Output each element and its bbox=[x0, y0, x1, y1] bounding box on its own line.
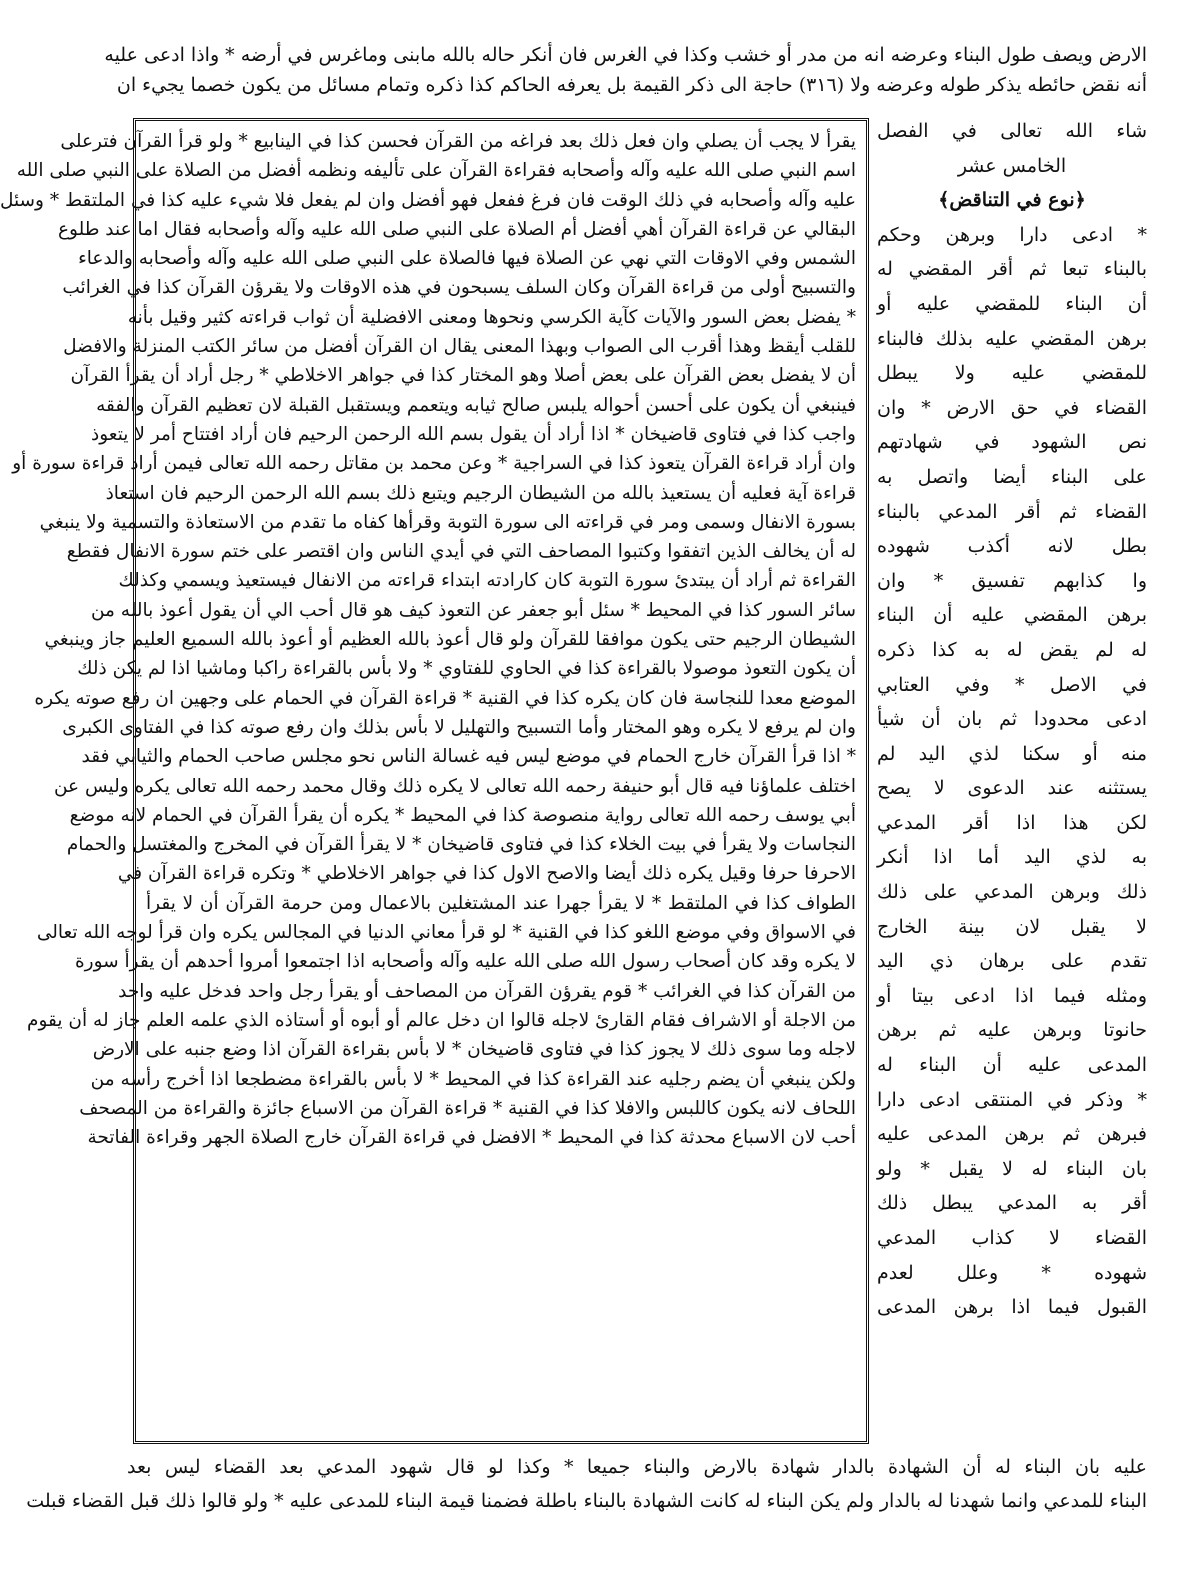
commentary-line: في الاسواق وفي موضع اللغو كذا في القنية * لو قرأ معاني الدنيا في المجالس يكره وان قرأ لوجه الله تعالى bbox=[36, 922, 856, 944]
margin-line: في الاصل * وفي العتابي bbox=[877, 673, 1147, 696]
header-line-2: أنه نقض حائطه يذكر طوله وعرضه ولا (٣١٦) حاجة الى ذكر القيمة بل يعرفه الحاكم كذا ذكره وتمام مسائل من يكون خصما يجيء ان bbox=[116, 74, 1147, 96]
margin-intro-line: الخامس عشر bbox=[957, 154, 1067, 177]
commentary-line: وان أراد قراءة القرآن يتعوذ كذا في السراجية * وعن محمد بن مقاتل رحمه الله تعالى فيمن أراد قراءة سورة أو bbox=[12, 453, 856, 475]
margin-line: برهن المقضي عليه أن البناء bbox=[877, 604, 1147, 627]
margin-line: القضاء لا كذاب المدعي bbox=[877, 1227, 1147, 1249]
commentary-line: * اذا قرأ القرآن خارج الحمام في موضع ليس فيه غسالة الناس نحو مجلس صاحب الحمام والثيابي فقد bbox=[81, 746, 856, 768]
commentary-line: قراءة آية فعليه أن يستعيذ بالله من الشيطان الرجيم ويتبع ذلك بسم الله الرحمن الرحيم فان استعاذ bbox=[105, 482, 856, 504]
commentary-line bbox=[146, 1211, 856, 1240]
header-line-1: الارض ويصف طول البناء وعرضه انه من مدر أو خشب وكذا في الغرس فان أنكر حاله بالله مابنى وماغرس في أرضه * واذا ادعى عليه bbox=[104, 44, 1147, 66]
margin-line: له لم يقض له به كذا ذكره bbox=[877, 638, 1147, 661]
margin-column bbox=[877, 114, 1147, 1325]
commentary-line: الشيطان الرجيم حتى يكون موافقا للقرآن ولو قال أعوذ بالله العظيم أو أعوذ بالله السميع العليم جاز وينبغي bbox=[44, 629, 856, 651]
commentary-line: * يفضل بعض السور والآيات كآية الكرسي ونحوها ومعنى الافضلية أن ثواب قراءته كثير وقيل بأنه bbox=[127, 306, 856, 328]
commentary-line: اسم النبي صلى الله عليه وآله وأصحابه فقراءة القرآن على تأليفه ونظمه أفضل من الصلاة على النبي صلى الله bbox=[16, 160, 856, 182]
commentary-line: عليه وآله وأصحابه في ذلك الوقت فان فرغ ففعل فهو أفضل وان لم يفعل فلا شيء عليه كذا في الملتقط * وسئل bbox=[0, 189, 856, 211]
margin-line: المدعى عليه أن البناء له bbox=[877, 1054, 1147, 1077]
margin-line: حانوتا وبرهن عليه ثم برهن bbox=[877, 1019, 1147, 1042]
commentary-line: من الاجلة أو الاشراف فقام القارئ لاجله قالوا ان دخل عالم أو أبوه أو أستاذه الذي علمه العلم جاز له أن يقوم bbox=[27, 1009, 856, 1031]
margin-line: شهوده * وعلل لعدم bbox=[877, 1261, 1147, 1284]
commentary-line: الطواف كذا في الملتقط * لا يقرأ جهرا عند المشتغلين بالاعمال ومن حرمة القرآن أن لا يقرأ bbox=[146, 892, 856, 914]
commentary-line: البقالي عن قراءة القرآن أهي أفضل أم الصلاة على النبي صلى الله عليه وآله وأصحابه فقال اما عند طلوع bbox=[57, 218, 856, 240]
commentary-line: أبي يوسف رحمه الله تعالى رواية منصوصة كذا في المحيط * يكره أن يقرأ القرآن في الحمام لانه موضع bbox=[69, 804, 856, 826]
margin-line: * وذكر في المنتقى ادعى دارا bbox=[877, 1088, 1147, 1111]
page-header bbox=[104, 40, 1147, 100]
commentary-line: والتسبيح أولى من قراءة القرآن وكان السلف يسبحون في هذه الاوقات ولا يقرؤن القرآن كذا في الغرائب bbox=[62, 277, 856, 299]
commentary-line: أن لا يفضل بعض القرآن على بعض أصلا وهو المختار كذا في جواهر الاخلاطي * رجل أراد أن يقرأ القرآن bbox=[70, 365, 856, 387]
commentary-line bbox=[146, 1240, 856, 1269]
margin-line: برهن المقضي عليه بذلك فالبناء bbox=[877, 327, 1147, 350]
margin-line: لا يقبل لان بينة الخارج bbox=[877, 915, 1147, 938]
margin-line: القضاء ثم أقر المدعي بالبناء bbox=[877, 500, 1147, 523]
commentary-line: يقرأ لا يجب أن يصلي وان فعل ذلك بعد فراغه من القرآن فحسن كذا في الينابيع * ولو قرأ القرآن فترعلى bbox=[60, 131, 856, 152]
footer-line-1: عليه بان البناء له أن الشهادة بالدار شهادة بالارض والبناء جميعا * وكذا لو قال شهود المدعي بعد القضاء ليس بعد bbox=[127, 1456, 1147, 1478]
page-footer bbox=[26, 1450, 1147, 1518]
margin-line: ادعى محدودا ثم بان أن شيأ bbox=[877, 708, 1147, 731]
commentary-line bbox=[146, 1152, 856, 1181]
commentary-line: الموضع معدا للنجاسة فان كان يكره كذا في القنية * قراءة القرآن في الحمام على وجهين ان رفع صوته يكره bbox=[34, 687, 856, 709]
commentary-line: ولكن ينبغي أن يضم رجليه عند القراءة كذا في المحيط * لا بأس بالقراءة مضطجعا اذا أخرج رأسه من bbox=[90, 1068, 856, 1090]
margin-line: أن البناء للمقضي عليه أو bbox=[877, 292, 1147, 315]
commentary-line: وان لم يرفع لا يكره وهو المختار وأما التسبيح والتهليل لا بأس بذلك وان رفع صوته كذا في الفتاوى الكبرى bbox=[62, 716, 856, 738]
commentary-line: له أن يخالف الذين اتفقوا وكتبوا المصاحف التي في أيدي الناس وان اقتصر على ختم سورة الانفال فقطع bbox=[66, 541, 856, 563]
margin-line: منه أو سكنا لذي اليد لم bbox=[877, 742, 1147, 765]
margin-line: للمقضي عليه ولا يبطل bbox=[877, 362, 1147, 385]
commentary-line bbox=[146, 1416, 856, 1445]
commentary-line: أن يكون التعوذ موصولا بالقراءة كذا في الحاوي للفتاوي * ولا بأس بالقراءة راكبا وماشيا اذا لم يكن ذلك bbox=[77, 658, 856, 680]
commentary-line: الشمس وفي الاوقات التي نهي عن الصلاة فيها فالصلاة على النبي صلى الله عليه وآله وأصحابه والدعاء bbox=[78, 248, 856, 270]
commentary-line: القراءة ثم أراد أن يبتدئ سورة التوبة كان كارادته ابتداء قراءته من الانفال فيستعيذ ويسمي وكذلك bbox=[118, 570, 856, 592]
margin-line: فبرهن ثم برهن المدعى عليه bbox=[877, 1123, 1147, 1146]
commentary-line bbox=[146, 1270, 856, 1299]
commentary-line: أحب لان الاسباع محدثة كذا في المحيط * الافضل في قراءة القرآن خارج الصلاة الجهر وقراءة الفاتحة bbox=[87, 1127, 856, 1149]
margin-line: تقدم على برهان ذي اليد bbox=[877, 950, 1147, 973]
commentary-line: فينبغي أن يكون على أحسن أحواله يلبس صالح ثيابه ويتعمم ويستقبل القبلة لان تعظيم القرآن والفقه bbox=[96, 394, 856, 416]
margin-line: وا كذابهم تفسيق * وان bbox=[877, 569, 1147, 592]
commentary-line: النجاسات ولا يقرأ في بيت الخلاء كذا في فتاوى قاضيخان * لا يقرأ القرآن في المخرج والمغتسل والحمام bbox=[66, 834, 856, 856]
margin-line: بالبناء تبعا ثم أقر المقضي له bbox=[877, 258, 1147, 281]
commentary-line: للقلب أيقظ وهذا أقرب الى الصواب وبهذا المعنى يقال ان القرآن أفضل من سائر الكتب المنزلة والافضل bbox=[63, 336, 856, 358]
commentary-line bbox=[146, 1387, 856, 1416]
margin-line: لكن هذا اذا أقر المدعي bbox=[877, 811, 1147, 834]
commentary-line: من القرآن كذا في الغرائب * قوم يقرؤن القرآن من المصاحف أو يقرأ رجل واحد فدخل عليه واحد bbox=[118, 980, 856, 1002]
commentary-line: واجب كذا في فتاوى قاضيخان * اذا أراد أن يقول بسم الله الرحمن الرحيم فان أراد افتتاح أمر لا يتعوذ bbox=[91, 423, 856, 445]
margin-line: أقر به المدعي يبطل ذلك bbox=[877, 1192, 1147, 1215]
margin-line: القبول فيما اذا برهن المدعى bbox=[877, 1296, 1147, 1319]
commentary-box bbox=[0, 118, 869, 1444]
commentary-line bbox=[146, 1357, 856, 1386]
commentary-line: اختلف علماؤنا فيه قال أبو حنيفة رحمه الله تعالى لا يكره ذلك وقال محمد رحمه الله تعالى يكره وليس عن bbox=[53, 775, 856, 797]
commentary-line: الاحرفا حرفا وقيل يكره ذلك أيضا والاصح الاول كذا في جواهر الاخلاطي * وتكره قراءة القرآن في bbox=[117, 863, 856, 885]
commentary-line: بسورة الانفال وسمى ومر في قراءته الى سورة التوبة وقرأها كفاه ما تقدم من الاستعاذة والتسمية ولا ينبغي bbox=[39, 511, 856, 533]
margin-line: * ادعى دارا وبرهن وحكم bbox=[877, 223, 1147, 246]
commentary-line: اللحاف لانه يكون كاللبس والافلا كذا في القنية * قراءة القرآن من الاسباع جائزة والقراءة من المصحف bbox=[79, 1097, 856, 1119]
commentary-line bbox=[146, 1328, 856, 1357]
margin-line: يستثنه عند الدعوى لا يصح bbox=[877, 777, 1147, 800]
margin-line: على البناء أيضا واتصل به bbox=[877, 465, 1147, 488]
margin-line: ومثله فيما اذا ادعى بيتا أو bbox=[877, 984, 1147, 1007]
margin-line: ذلك وبرهن المدعي على ذلك bbox=[877, 881, 1147, 904]
margin-line: القضاء في حق الارض * وان bbox=[877, 396, 1147, 419]
margin-intro-line: شاء الله تعالى في الفصل bbox=[877, 120, 1147, 142]
margin-line: بطل لانه أكذب شهوده bbox=[877, 535, 1147, 558]
footer-line-2: البناء للمدعي وانما شهدنا له بالدار ولم يكن البناء له كانت الشهادة بالبناء باطلة فضمنا قيمة البناء للمدعى عليه * ولو قالوا ذلك قبل القضاء قبلت bbox=[26, 1490, 1147, 1512]
commentary-line bbox=[146, 1182, 856, 1211]
commentary-line bbox=[146, 1299, 856, 1328]
margin-line: به لذي اليد أما اذا أنكر bbox=[877, 846, 1147, 869]
section-heading: ﴿نوع في التناقض﴾ bbox=[938, 189, 1086, 212]
margin-line: بان البناء له لا يقبل * ولو bbox=[877, 1157, 1147, 1180]
commentary-line: لا يكره وقد كان أصحاب رسول الله صلى الله عليه وآله وأصحابه اذا اجتمعوا أمروا أحدهم أن يقرأ سورة bbox=[74, 951, 856, 973]
commentary-line: سائر السور كذا في المحيط * سئل أبو جعفر عن التعوذ كيف هو قال أحب الي أن يقول أعوذ بالله من bbox=[90, 599, 856, 621]
margin-line: نص الشهود في شهادتهم bbox=[877, 431, 1147, 454]
commentary-line: لاجله وما سوى ذلك لا يجوز كذا في فتاوى قاضيخان * لا بأس بقراءة القرآن اذا وضع جنبه على الارض bbox=[92, 1039, 856, 1061]
